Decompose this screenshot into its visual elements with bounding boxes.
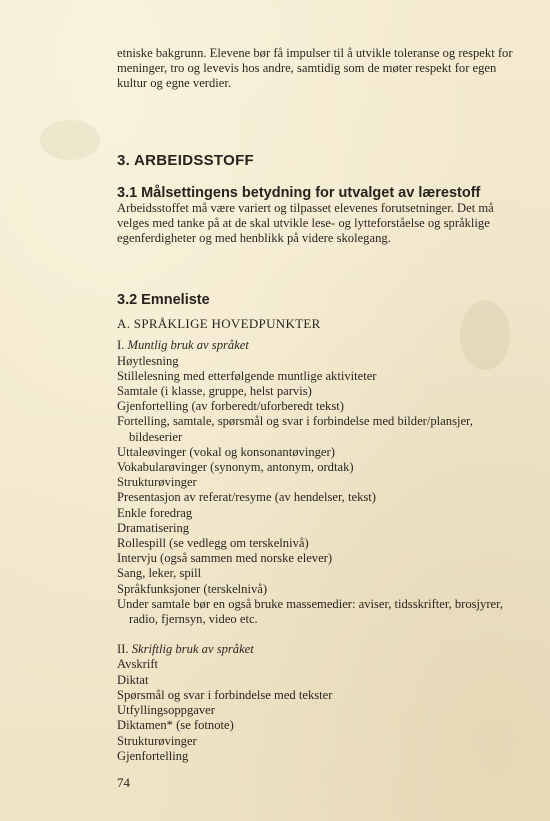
list-item: Dramatisering (117, 520, 190, 535)
section-3-1-heading: 3.1 Målsettingens betydning for utvalget av lærestoff (117, 184, 481, 201)
part-2-title: Skriftlig bruk av språket (131, 642, 254, 657)
list-item: Intervju (også sammen med norske elever) (117, 551, 333, 566)
part-1-numeral: I. (117, 338, 125, 353)
list-item: Diktat (117, 672, 149, 687)
page-content (117, 46, 517, 764)
list-item: Fortelling, samtale, spørsmål og svar i forbindelse med bilder/plansjer, bildeserier (117, 414, 473, 444)
list-item: Gjenfortelling (117, 748, 189, 763)
list-item: Enkle foredrag (117, 505, 193, 520)
list-item: Stillelesning med etterfølgende muntlige aktiviteter (117, 368, 377, 383)
part-1-list (117, 354, 517, 628)
part-2-list (117, 657, 517, 763)
list-item: Spørsmål og svar i forbindelse med tekster (117, 687, 333, 702)
page-number: 74 (117, 775, 130, 790)
list-item: Under samtale bør en også bruke massemedier: aviser, tidsskrifter, brosjyrer, radio, fjernsyn, video etc. (117, 596, 503, 627)
list-item: Diktamen* (se fotnote) (117, 718, 234, 733)
list-item: Samtale (i klasse, gruppe, helst parvis) (117, 384, 312, 399)
list-item: Gjenfortelling (av forberedt/uforberedt tekst) (117, 399, 344, 414)
list-item: Uttaleøvinger (vokal og konsonantøvinger) (117, 444, 335, 459)
part-2-heading (117, 642, 517, 657)
list-item: Strukturøvinger (117, 733, 197, 748)
list-item: Vokabularøvinger (synonym, antonym, ordtak) (117, 460, 354, 475)
intro-paragraph: etniske bakgrunn. Elevene bør få impulser til å utvikle toleranse og respekt for meninger, tro og levevis hos andre, samtidig som de møter respekt for egen kultur og egne verdier. (117, 46, 513, 91)
part-2-numeral: II. (117, 642, 129, 657)
part-1-heading (117, 338, 517, 353)
list-item: Utfyllingsoppgaver (117, 703, 215, 718)
section-3-heading: 3. ARBEIDSSTOFF (117, 151, 255, 169)
section-3-1-body: Arbeidsstoffet må være variert og tilpasset elevenes forutsetninger. Det må velges med tanke på at de skal utvikle lese- og lytteforståelse og språklige egenferdigheter og med henblikk på videre skolegang. (117, 200, 494, 246)
list-item: Språkfunksjoner (terskelnivå) (117, 581, 268, 596)
list-item: Avskrift (117, 657, 159, 672)
list-item: Sang, leker, spill (117, 566, 202, 581)
subsection-a-heading: A. SPRÅKLIGE HOVEDPUNKTER (117, 316, 321, 332)
list-item: Strukturøvinger (117, 475, 197, 490)
list-item: Rollespill (se vedlegg om terskelnivå) (117, 536, 309, 551)
paper-blemish (40, 120, 100, 160)
list-item: Presentasjon av referat/resyme (av hendelser, tekst) (117, 490, 376, 505)
list-item: Høytlesning (117, 353, 179, 368)
part-1-title: Muntlig bruk av språket (127, 338, 249, 353)
section-3-2-heading: 3.2 Emneliste (117, 292, 210, 309)
